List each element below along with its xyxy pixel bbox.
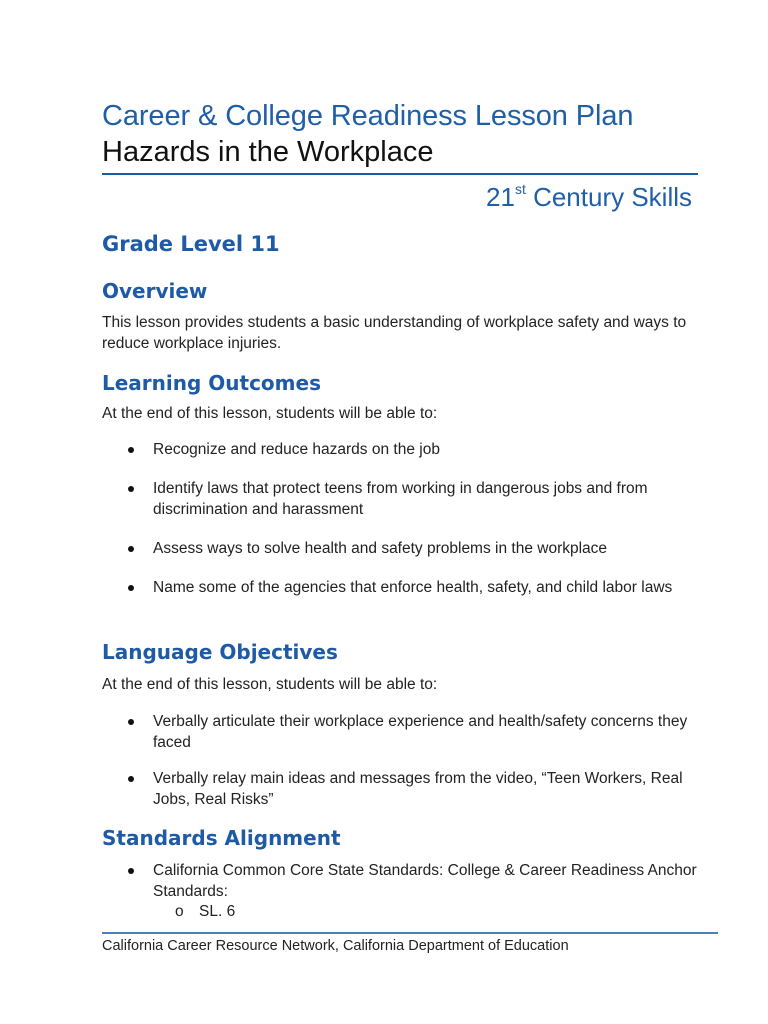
list-item bbox=[102, 768, 702, 810]
list-item-text: Recognize and reduce hazards on the job bbox=[153, 441, 440, 458]
list-item-text: Verbally articulate their workplace experience and health/safety concerns they faced bbox=[153, 713, 688, 751]
footer-divider bbox=[102, 932, 718, 934]
list-item bbox=[102, 478, 702, 520]
document-title: Career & College Readiness Lesson Plan bbox=[102, 100, 634, 132]
skills-text: Century Skills bbox=[525, 182, 692, 212]
language-objectives-heading: Language Objectives bbox=[102, 640, 338, 664]
document-subtitle: Hazards in the Workplace bbox=[102, 136, 434, 168]
standards-sub-item bbox=[175, 901, 235, 922]
language-objectives-intro: At the end of this lesson, students will be able to: bbox=[102, 676, 438, 693]
list-item-text: Verbally relay main ideas and messages from the video, “Teen Workers, Real Jobs, Real Risks” bbox=[153, 770, 683, 808]
learning-outcomes-intro: At the end of this lesson, students will be able to: bbox=[102, 405, 438, 422]
bullet-icon bbox=[128, 719, 134, 725]
list-item-text: Name some of the agencies that enforce health, safety, and child labor laws bbox=[153, 579, 673, 596]
learning-outcomes-heading: Learning Outcomes bbox=[102, 371, 321, 395]
skills-number: 21 bbox=[486, 182, 515, 212]
list-item bbox=[102, 860, 702, 902]
bullet-icon bbox=[128, 546, 134, 552]
title-divider bbox=[102, 173, 698, 175]
standards-heading: Standards Alignment bbox=[102, 826, 341, 850]
standards-list bbox=[102, 860, 702, 902]
list-item bbox=[102, 711, 702, 753]
bullet-icon bbox=[128, 868, 134, 874]
bullet-icon bbox=[128, 776, 134, 782]
list-item bbox=[102, 538, 702, 559]
list-item bbox=[102, 439, 702, 460]
list-item bbox=[102, 577, 702, 598]
overview-text: This lesson provides students a basic understanding of workplace safety and ways to reduce workplace injuries. bbox=[102, 314, 687, 352]
bullet-icon bbox=[128, 486, 134, 492]
footer-text: California Career Resource Network, California Department of Education bbox=[102, 938, 569, 954]
skills-label bbox=[486, 182, 692, 213]
list-item-text: Identify laws that protect teens from working in dangerous jobs and from discrimination and harassment bbox=[153, 480, 648, 518]
overview-heading: Overview bbox=[102, 279, 208, 303]
list-item-text: Assess ways to solve health and safety problems in the workplace bbox=[153, 540, 608, 557]
sub-bullet-icon: o bbox=[175, 903, 184, 920]
sub-item-text: SL. 6 bbox=[199, 903, 236, 920]
learning-outcomes-list bbox=[102, 439, 702, 598]
bullet-icon bbox=[128, 447, 134, 453]
list-item-text: California Common Core State Standards: College & Career Readiness Anchor Standards: bbox=[153, 862, 697, 900]
language-objectives-list bbox=[102, 711, 702, 810]
grade-level-heading: Grade Level 11 bbox=[102, 232, 280, 256]
skills-superscript: st bbox=[514, 181, 526, 198]
bullet-icon bbox=[128, 585, 134, 591]
